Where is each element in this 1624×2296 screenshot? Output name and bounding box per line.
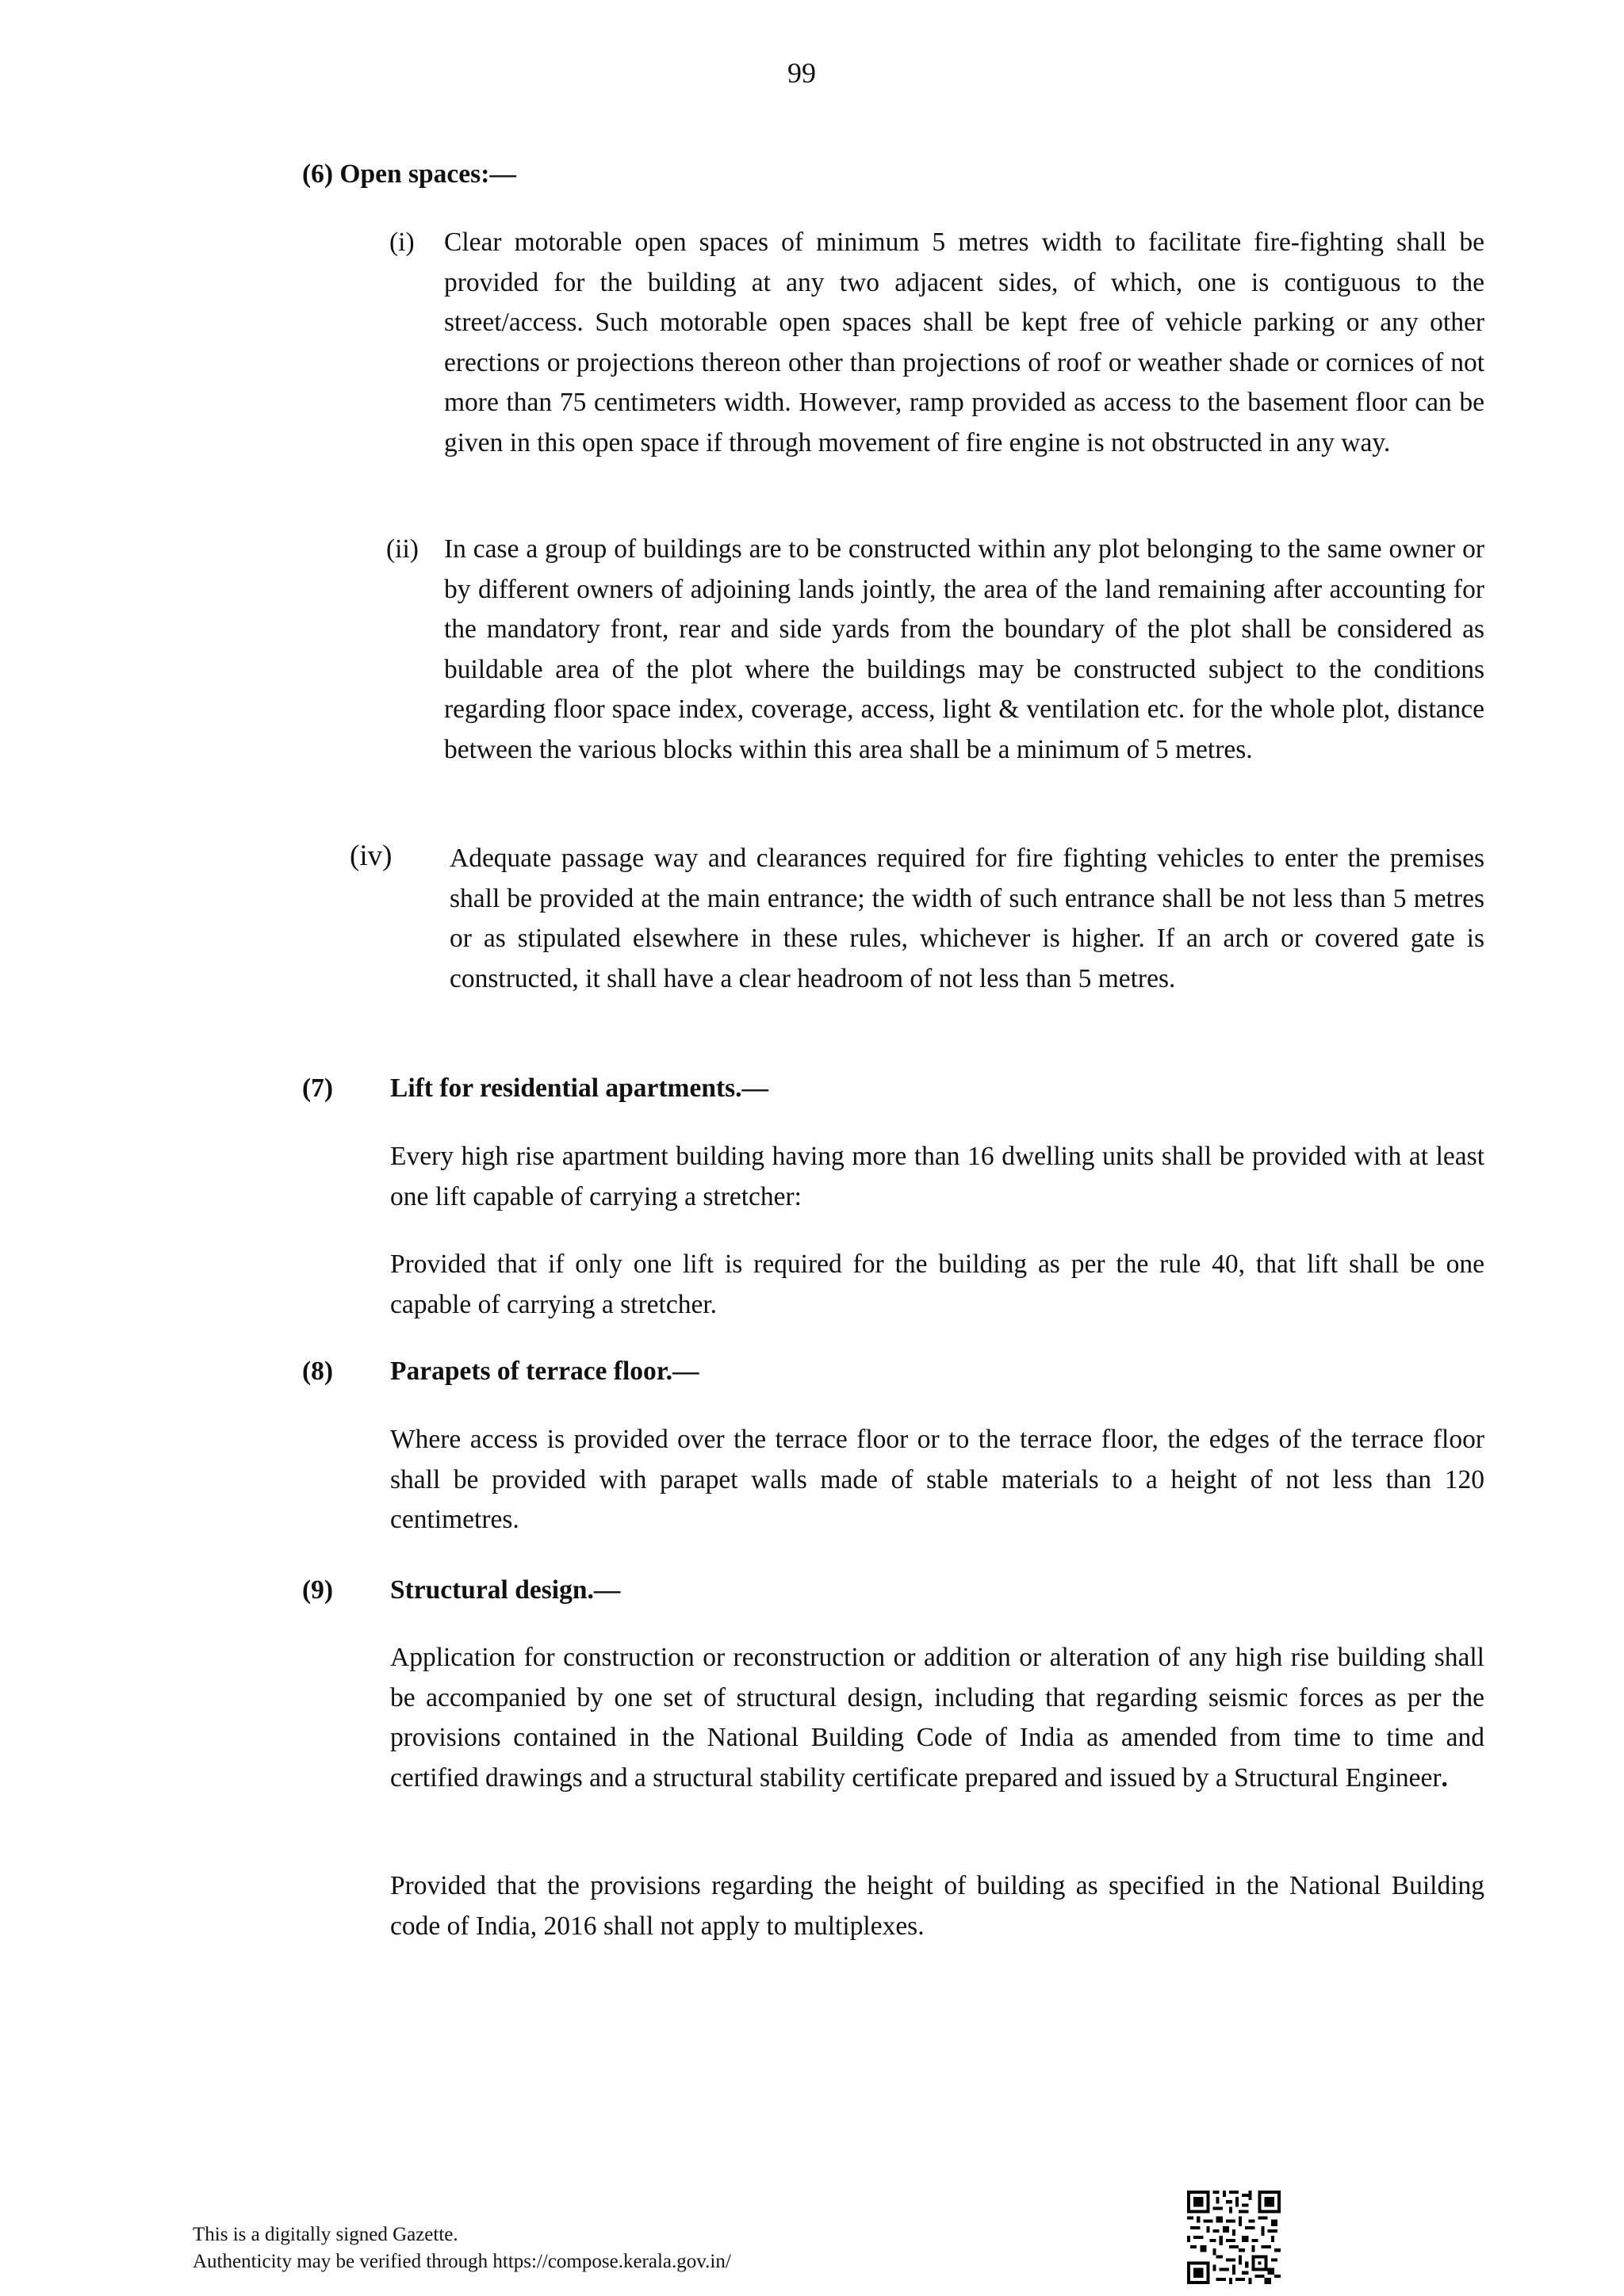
section-7-number: (7) xyxy=(302,1073,334,1103)
section-9-title: Structural design.— xyxy=(390,1575,621,1605)
section-7-title: Lift for residential apartments.— xyxy=(390,1073,769,1103)
section-7-paragraph-2: Provided that if only one lift is required for the building as per the rule 40, that lift shall be one capable of carrying a stretcher. xyxy=(390,1249,1484,1319)
qr-code-icon xyxy=(1187,2191,1281,2284)
section-8-title: Parapets of terrace floor.— xyxy=(390,1357,699,1386)
item-i-label: (i) xyxy=(389,228,415,257)
section-9-paragraph-1-text: Application for construction or reconstruction or addition or alteration of any high rise building shall be accompanied by one set of structural design, including that regarding seismic forces as per the provisions contained in the National Building Code of India as amended from time to time and certified drawings and a structural stability certificate prepared and issued by a Structural Engineer xyxy=(390,1643,1484,1793)
footer-verification-note: Authenticity may be verified through https://compose.kerala.gov.in/ xyxy=(193,2251,731,2272)
section-9-number: (9) xyxy=(302,1575,334,1605)
section-9-paragraph-1-period: . xyxy=(1441,1762,1448,1793)
section-9-paragraph-1 xyxy=(390,1638,1484,1798)
footer-signed-note: This is a digitally signed Gazette. xyxy=(193,2224,458,2245)
item-iv-label: (iv) xyxy=(350,840,393,872)
item-i-text: Clear motorable open spaces of minimum 5 metres width to facilitate fire-fighting shall be provided for the building at any two adjacent sides, of which, one is contiguous to the street/access. Such motorable open spaces shall be kept free of vehicle parking or any other erections or projections thereon other than projections of roof or weather shade or cornices of not more than 75 centimeters width. However, ramp provided as access to the basement floor can be given in this open space if through movement of fire engine is not obstructed in any way. xyxy=(444,228,1484,457)
section-9-paragraph-2: Provided that the provisions regarding the height of building as specified in the National Building code of India, 2016 shall not apply to multiplexes. xyxy=(390,1871,1484,1941)
item-iv-text: Adequate passage way and clearances required for fire fighting vehicles to enter the premises shall be provided at the main entrance; the width of such entrance shall be not less than 5 metres or as stipulated elsewhere in these rules, whichever is higher. If an arch or covered gate is constructed, it shall have a clear headroom of not less than 5 metres. xyxy=(450,844,1484,993)
section-8-paragraph-1: Where access is provided over the terrace floor or to the terrace floor, the edges of the terrace floor shall be provided with parapet walls made of stable materials to a height of not less than 120 centimetres. xyxy=(390,1425,1484,1534)
section-7-paragraph-1: Every high rise apartment building having more than 16 dwelling units shall be provided with at least one lift capable of carrying a stretcher: xyxy=(390,1142,1484,1211)
section-8-number: (8) xyxy=(302,1357,334,1386)
page-number: 99 xyxy=(787,57,816,89)
item-ii-text: In case a group of buildings are to be constructed within any plot belonging to the same owner or by different owners of adjoining lands jointly, the area of the land remaining after accounting for the mandatory front, rear and side yards from the boundary of the plot shall be considered as buildable area of the plot where the buildings may be constructed subject to the conditions regarding floor space index, coverage, access, light & ventilation etc. for the whole plot, distance between the various blocks within this area shall be a minimum of 5 metres. xyxy=(444,534,1484,764)
item-ii-label: (ii) xyxy=(386,534,419,564)
section-6-heading: (6) Open spaces:— xyxy=(302,159,516,189)
